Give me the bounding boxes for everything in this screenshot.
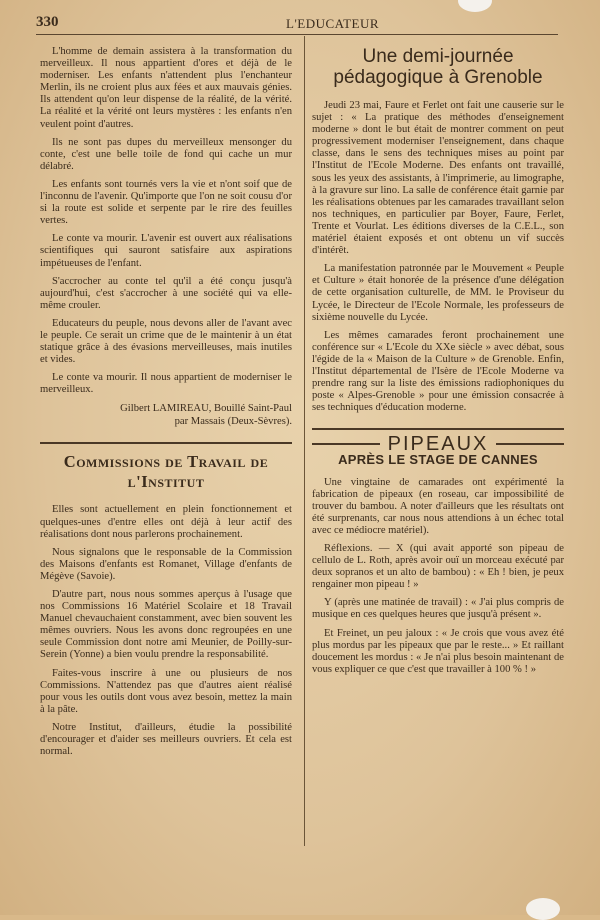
paragraph: Nous signalons que le responsable de la Commission des Maisons d'enfants est Romanet, Village d'enfants de Mégève (Savoie). bbox=[40, 546, 292, 582]
right-column bbox=[312, 46, 564, 682]
column-divider bbox=[304, 36, 305, 846]
section-title: Commissions de Travail de l'Institut bbox=[63, 452, 269, 492]
paragraph: D'autre part, nous nous sommes aperçus à l'usage que nos Commissions 16 Matériel Scolaire et 18 Travail Manuel chevauchaient constamment, avec bien souvent les mêmes ouvriers. Nous les avons donc regroupées en une seule Commission dont notre ami Meunier, de Poilly-sur-Serein (Yonne) a bien voulu prendre la responsabilité. bbox=[40, 589, 292, 661]
paragraph: Les enfants sont tournés vers la vie et n'ont soif que de l'inconnu de l'avenir. Qu'importe que l'on ne soit cousu d'or si la route est solide et serpente par le rire des feuilles vertes. bbox=[40, 178, 292, 227]
section-divider bbox=[312, 428, 564, 430]
left-column bbox=[40, 46, 292, 764]
paragraph: La manifestation patronnée par le Mouvement « Peuple et Culture » était honorée de la présence d'une délégation de cette organisation culturelle, de MM. le Proviseur du Lycée, le Directeur de l'Ecole Normale, les professeurs de sixième nouvelle du Lycée. bbox=[312, 263, 564, 323]
signature-line: Gilbert LAMIREAU, Bouillé Saint-Paul bbox=[120, 403, 292, 415]
paragraph: Jeudi 23 mai, Faure et Ferlet ont fait une causerie sur le sujet : « La pratique des méthodes d'enseignement moderne » dont le but était de montrer comment on peut progressivement moderniser l'enseignement, dans chaque classe, dans le sens des techniques mises au point par l'Institut de l'Ecole Moderne. Des enfants ont travaillé, sous les yeux des assistants, à l'imprimerie, au limographe, à la gravure sur lino. La salle de conférence était garnie par les réalisations obtenues par les camarades travaillant selon nos techniques, en particulier par Boyer, Faure, Ferlet, Trente et Vourlat. Les éditions diverses de la C.E.L., son matériel étaient exposés et ont obtenu un vif succès d'intérêt. bbox=[312, 100, 564, 257]
section-divider bbox=[40, 442, 292, 444]
page-header bbox=[36, 14, 556, 34]
paragraph: Educateurs du peuple, nous devons aller de l'avant avec le peuple. Ce serait un crime que de le maintenir à un état statique grâce à des évasions merveilleuses, mais inutiles et vides. bbox=[40, 317, 292, 366]
paragraph: Une vingtaine de camarades ont expérimenté la fabrication de pipeaux (en roseau, car impossibilité de trouver du bambou. A noter d'ailleurs que les résultats ont été surprenants, car nous nous attendions à un échec total avec ce médiocre matériel). bbox=[312, 476, 564, 536]
paragraph: L'homme de demain assistera à la transformation du merveilleux. Il nous appartient d'ores et déjà de le moderniser. Les enfants n'attendent plus l'enchanteur Merlin, ils ne croient plus aux fées et aux mauvais génies. Ils attendent qu'on leur dispense de la réalité, de la vérité. La réalité et la vérité ont leurs mystères : les enfants n'en veulent point d'autres. bbox=[40, 46, 292, 130]
punch-hole-bottom bbox=[526, 898, 560, 920]
section-subtitle: APRÈS LE STAGE DE CANNES bbox=[338, 452, 538, 468]
paragraph: Et Freinet, un peu jaloux : « Je crois que vous avez été plus mordus par les pipeaux que par le reste... » Et raillant doucement les mordus : « Je n'ai plus besoin maintenant de vous expliquer ce que c'est que travailler à 100 % ! » bbox=[312, 627, 564, 675]
article-signature bbox=[40, 402, 292, 428]
paragraph: Réflexions. — X (qui avait apporté son pipeau de cellulo de L. Roth, après avoir ouï un morceau exécuté par deux sopranos et un alto de bambou) : « Eh ! bien, je peux rengainer mon pipeau ! » bbox=[312, 543, 564, 591]
paragraph: Ils ne sont pas dupes du merveilleux mensonger du conte, c'est une belle toile de fond qui cache un mur délabré. bbox=[40, 136, 292, 172]
pipeaux-heading bbox=[312, 433, 564, 456]
paragraph: Les mêmes camarades feront prochainement une conférence sur « L'Ecole du XXe siècle » avec débat, sous l'égide de la « Maison de la Culture » de Grenoble. Enfin, l'Institut départemental de l'Isère de l'Ecole Moderne va prendre rang sur la liste des émissions radiophoniques du poste « Alpes-Grenoble » pour une émission consacrée à ses techniques d'éducation moderne. bbox=[312, 329, 564, 414]
paragraph: Y (après une matinée de travail) : « J'ai plus compris de musique en ces quelques heures que jusqu'à présent ». bbox=[312, 597, 564, 621]
heading-dash bbox=[312, 443, 380, 445]
journal-title: L'EDUCATEUR bbox=[286, 16, 380, 31]
section-title: Une demi-journée pédagogique à Grenoble bbox=[333, 46, 543, 88]
paragraph: Le conte va mourir. L'avenir est ouvert aux réalisations scientifiques qui sauront satisfaire aux aspirations impétueuses de l'enfant. bbox=[40, 233, 292, 269]
heading-dash bbox=[496, 443, 564, 445]
signature-line: par Massais (Deux-Sèvres). bbox=[174, 416, 292, 428]
paragraph: S'accrocher au conte tel qu'il a été conçu jusqu'à aujourd'hui, c'est s'accrocher à une société qui va elle-même crouler. bbox=[40, 275, 292, 311]
header-divider bbox=[36, 34, 558, 35]
paragraph: Notre Institut, d'ailleurs, étudie la possibilité d'encourager et d'aider ses meilleurs ouvriers. Et cela est normal. bbox=[40, 721, 292, 758]
section-title: PIPEAUX bbox=[387, 433, 489, 456]
paragraph: Faites-vous inscrire à une ou plusieurs de nos Commissions. N'attendez pas que d'autres aient réalisé pour vous les outils dont vous avez besoin, mettez la main à la pâte. bbox=[40, 667, 292, 715]
punch-hole-top bbox=[458, 0, 492, 12]
paragraph: Elles sont actuellement en plein fonctionnement et quelques-unes d'entre elles ont déjà à leur actif des réalisations dont nous parlerons prochainement. bbox=[40, 504, 292, 540]
page-number: 330 bbox=[36, 14, 59, 30]
paragraph: Le conte va mourir. Il nous appartient de moderniser le merveilleux. bbox=[40, 372, 292, 396]
